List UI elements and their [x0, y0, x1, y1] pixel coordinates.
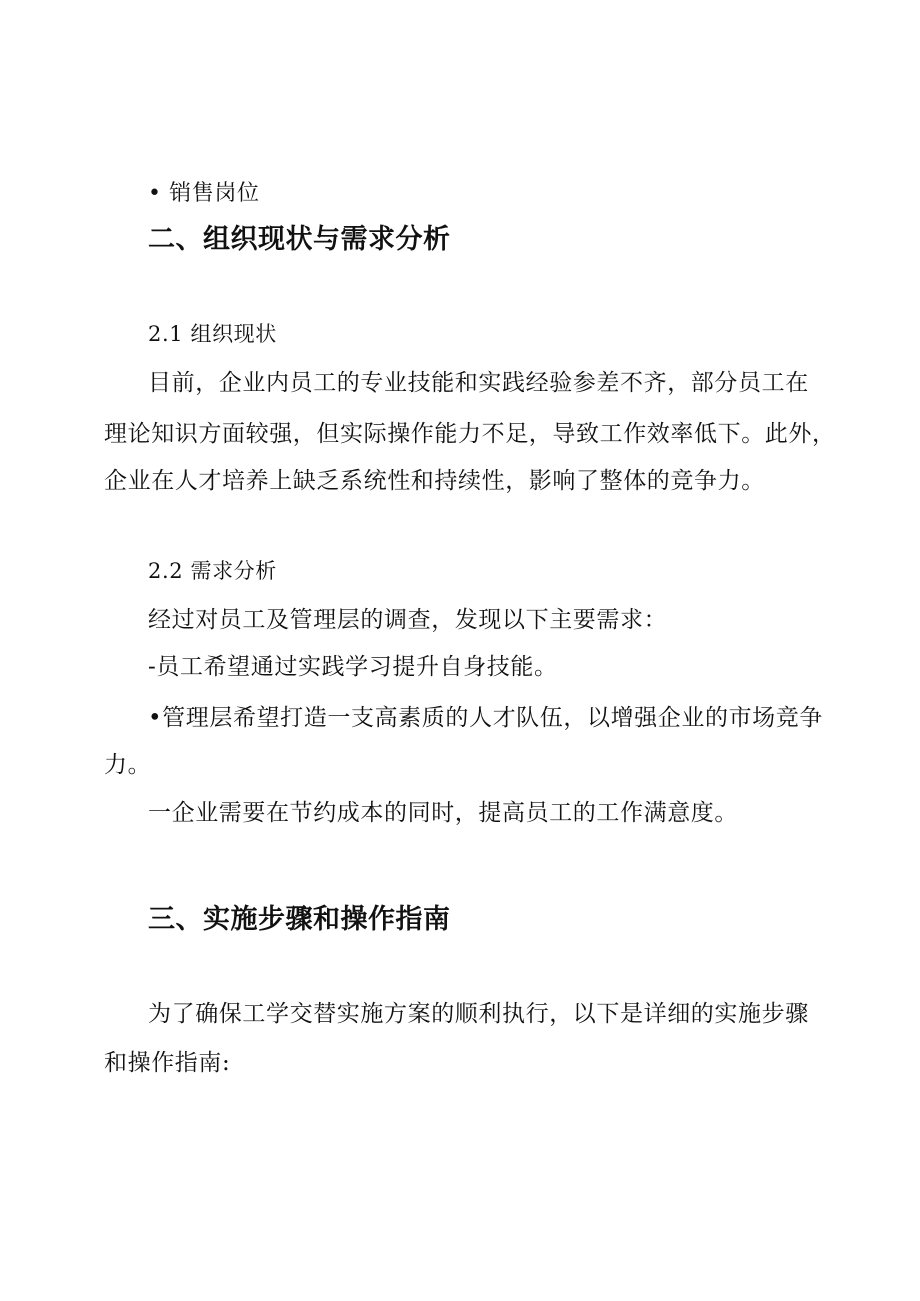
paragraph-line: 理论知识方面较强，但实际操作能力不足，导致工作效率低下。此外，	[104, 421, 836, 447]
paragraph-line: 企业在人才培养上缺乏系统性和持续性，影响了整体的竞争力。	[104, 468, 765, 494]
bullet-sales-position: • 销售岗位	[148, 181, 260, 206]
section-2-heading: 二、组织现状与需求分析	[148, 224, 451, 255]
list-item: •管理层希望打造一支高素质的人才队伍，以增强企业的市场竞争	[148, 705, 823, 731]
subsection-2-1-title: 2.1 组织现状	[148, 322, 277, 346]
list-item: -员工希望通过实践学习提升自身技能。	[148, 654, 558, 680]
list-item: 一企业需要在节约成本的同时，提高员工的工作满意度。	[148, 800, 738, 826]
paragraph-line: 为了确保工学交替实施方案的顺利执行，以下是详细的实施步骤	[148, 1001, 809, 1027]
section-3-heading: 三、实施步骤和操作指南	[148, 904, 451, 935]
needs-intro: 经过对员工及管理层的调查，发现以下主要需求：	[148, 607, 668, 633]
paragraph-line: 目前，企业内员工的专业技能和实践经验参差不齐，部分员工在	[148, 370, 809, 396]
paragraph-line: 和操作指南:	[104, 1050, 231, 1076]
subsection-2-2-title: 2.2 需求分析	[148, 559, 277, 583]
list-item-continuation: 力。	[104, 752, 152, 778]
